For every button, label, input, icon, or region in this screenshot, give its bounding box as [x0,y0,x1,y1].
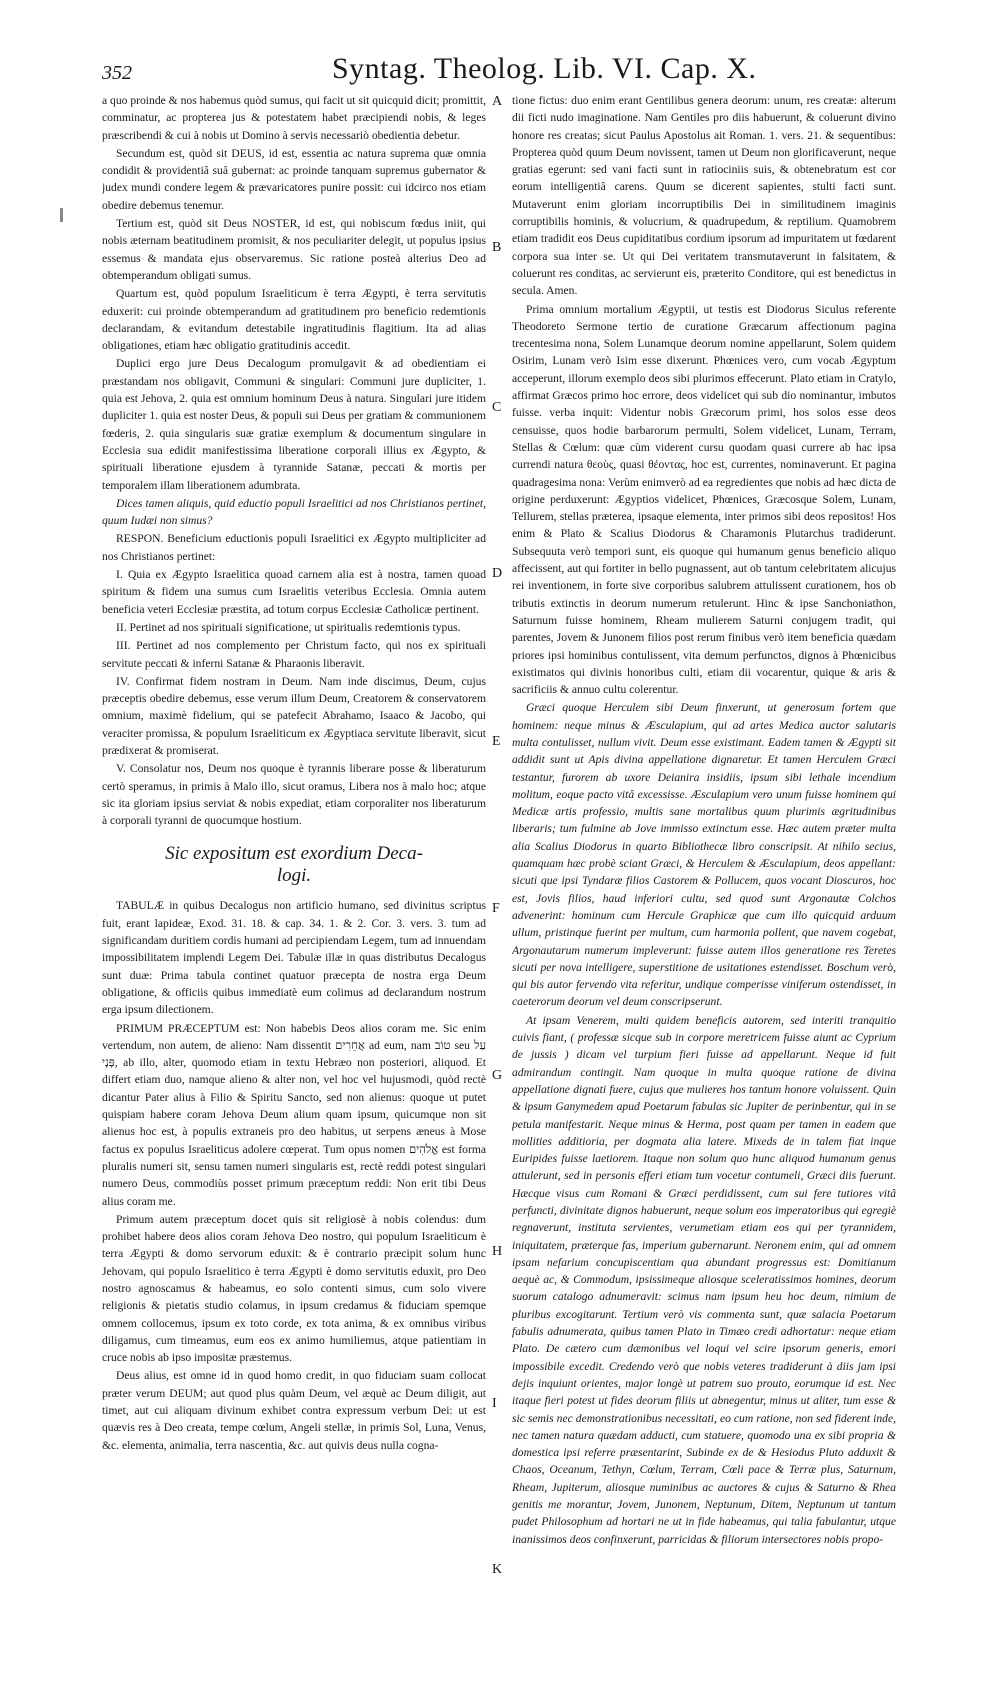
margin-letter-e: E [492,734,501,749]
running-title: Syntag. Theolog. Lib. VI. Cap. X. [332,52,757,85]
paragraph: TABULÆ in quibus Decalogus non artificio humano, sed divinitus scriptus fuit, erant lapideæ, Exod. 31. 18. & cap. 34. 1. & 2. Cor. 3. vers. 3. tum ad significandam duritiem cordis humani ad percipiendam Legem, tum ad innuendam impossibilitatem implendi Legem Dei. Tabulæ illæ in quas distributus Decalogus sunt duæ: Prima tabula continet quatuor præcepta de nostra erga Deum obligatione, & officiis quibus immediatè eum colimus ad declarandum nostrum erga ipsum dilectionem. [102,899,486,1017]
margin-letter-d: D [492,566,503,581]
margin-letter-g: G [492,1068,503,1083]
margin-letter-a: A [492,94,503,109]
paragraph: Græci quoque Herculem sibi Deum finxerunt, ut generosum fortem que hominem: neque minus & Æsculapium, qui ad artes Medica auctor salutaris multa contulisset, nullum vivit. Deum esse existimant. Eadem tamen & Ægypti sit addidit sunt ut Apis divina appellatione dignaretur. Et tamen Herculem Græci testantur, furorem ab uxore Deianira insidiis, ipsum sibi lethale incendium molitum, eoque pacto vitâ excessisse. Æsculapium vero unum fuisse hominem qui Medicæ artis professio, multis sane mortalibus quum plurimis ægritudinibus liberaris; tum fulmine ab Jove immisso extinctum esse. Hæc autem præter multa alia Scalius Diodorus in quarto Bibliothecæ libro conscripsit. At nihilo secius, quamquam hæc probè sciant Græci, & Herculem & Æsculapium, deos appellant: sicuti que ipsi Tyndaræ filios Castorem & Pollucem, quos vocant Dioscuros, hoc est, Jovis filios, haud inferiori cultu, sed quod sunt Argonautæ Colchos advenerint: hominum cum Hercule Graphicæ que cum illo quicquid arduum ullum, pristinque fuerint per multum, cum harmonia pollent, que navem cogebat, Argonautarum numerum impleverunt: fuisse autem illos generatione res Teretes sicuti per nova intelligere, superstitione de usitationes estendisset. Boschum verò, qui bis autor fervendo vita referitur, undique comperisse viniferum ostendisset, in caeterorum deorum vel deum conscripserunt. [512,701,896,1009]
section-heading-line-1: Sic expositum est exordium Deca- [165,843,423,865]
margin-letter-f: F [492,901,500,916]
paragraph: Dices tamen aliquis, quid eductio populi Israelitici ad nos Christianos pertinet, quum Iudæi non simus? [102,496,486,528]
paragraph: At ipsam Venerem, multi quidem beneficis autorem, sed interiti tranquitio cuivis fiant, ( professæ sicque sub in corpore meretricem fuisse aiunt ac Cyprium de jussis ) dicam vel turpium fieri fuisse ad appellarunt. Neque id fuit admirandum contingit. Nam quoque in multa quoque ratione de divina appellatione dignati fuere, cujus que mulieres hos tantum honore voluissent. Quin & ipsum Ganymedem apud Poetarum fabulas sic Jupiter de perinbentur, qui in se petula manifestarit. Neque minus & Herma, post quam per tamen in eadem que mollities additioria, per dogmata alia latere. Mixeds de in talem fiat inque Euripides fuisse laetiorem. Itaque non solum quo hunc aliquod humanum genus attulerunt, sed in personis efferi etiam tum vocetur contumeli, Græci diis fuerunt. Hæcque visus cum Romani & Græci perdidissent, cum sui fere tutiores vitâ perfuncti, divinitate dignos habuerunt, neque solum eos imperatoribus qui egregiè regnaverunt, instituta servientes, verumetiam etiam eos qui per tyrannidem, iniquitatem, præterque fas, imperium gubernarunt. Neronem enim, qui ad omnem ipsam nefarium concupiscentiam qua abundant progressus est: Domitianum aequè ac, & Commodum, ipsissimeque aliosque sceleratissimos homines, deorum suorum catalogo adnumeravit: scimus nam ipsum heu hoc deum, nimium de pluribus excogitarunt. Tertium verò vis commenta sunt, quæ salacia Poetarum fabulis adnumerata, quibus tamen Plato in Timæo credi adhortatur: neque etiam Plato. De cætero cum dæmonibus vel loqui vel scire ipsorum generis, emori impossibile excedit. Credendo verò que nobis veteres tradiderunt à diis jam ipsi dejis inquiunt orientes, major longè ut patrem suo prouto, eorumque id est. Nec itaque fieri potest ut fides deorum filiis ut abnegentur, minus ut aliter, tum esse & sic semis nec demonstrationibus necessitati, eo cum ratione, non sed fiderent inde, nec tamen natura quædam adducti, cum statuere, quomodo una ex sibi propria & domestica ipsi referre præsentarint, Subinde ex de & Hesiodus Pluto adduxit & Chaos, Oceanum, Tethyn, Cœlum, Terram, Cœli pace & Terræ plus, Saturnum, Rheam, Jupiterum, aliosque numinibus ac auctores & cujus & Saturno & Rhea genitis me morantur, Jovem, Junonem, Neptunum, Ditem, Neptunum ut tantum pudet Philosophum ad hortari ne ut in fide habeamus, qui talia fabulantur, utque inanissimos deos confinxerunt, parricidas & filiorum intersectores nobis propo- [512,1013,896,1546]
paragraph: Secundum est, quòd sit DEUS, id est, essentia ac natura suprema quæ omnia condidit & providentiâ suâ gubernat: ac proinde tanquam supremus gubernator & judex mundi condere legem & prævaricatores punire possit: cui idcirco nos etiam obedire debemus tenemur. [102,146,486,212]
paragraph: Duplici ergo jure Deus Decalogum promulgavit & ad obedientiam ei præstandam nos obligavit, Communi & singulari: Communi jure dupliciter, 1. quia est Jehova, 2. quia est omnium hominum Deus à natura. Singulari jure itidem dupliciter 1. quia est noster Deus, & populi sui Deus per gratiam & communionem fœderis, 2. quia singularis suæ gratiæ exemplum & documentum singulare in Ecclesia sua edidit manifestissima liberatione corporali illius ex Ægypto, & spirituali liberatione ejusdem à tyrannide Satanæ, peccati & mortis per temporalem illam liberationem adumbrata. [102,357,486,492]
paragraph: V. Consolatur nos, Deum nos quoque è tyrannis liberare posse & liberaturum certò speramus, in primis à Malo illo, sicut oramus, Libera nos à malo hoc; atque sic ita gloriam ipsius serviat & nobis expediat, etiam corporaliter nos liberaturum à corporali tyranni de quocumque hostium. [102,762,486,828]
paragraph: III. Pertinet ad nos complemento per Christum facto, qui nos ex spirituali servitute peccati & inferni Satanæ & Pharaonis liberavit. [102,639,486,670]
paragraph: Prima omnium mortalium Ægyptii, ut testis est Diodorus Siculus referente Theodoreto Sermone tertio de curatione Græcarum affectionum pagina trecentesima nona, Solem Lunamque deorum nomine appellarunt, Solem quidem Osirim, Lunam verò Isim esse dixerunt. Phœnices vero, cum vocab Ægyptum acceperunt, illorum exemplo deos sibi plurimos effecerunt. Plato etiam in Cratylo, affirmat Græcos primo hoc errore, deos videlicet qui sub dio nominantur, imbutos fuisse. verba inquit: Videntur nobis Græcorum primi, hos solos esse deos censuisse, quos hodie barbarorum permulti, Solem videlicet, Lunam, Terram, Stellas & Cœlum: quæ cùm viderent cursu quodam quasi currere ab hac ipsa currendi natura θεοὺς, quasi θέοντας, hoc est, currentes, nominaverunt. Et pagina quadragesima nona: Verùm enimverò ad ea regredientes que nobis ad hæc dicta de origine perduxerunt: Ægyptios videlicet, Phœnices, Græcosque Solem, Lunam, Tellurem, stellas præterea, ipsaque elementa, inter primos sibi deos repositos! Hos enim & Plato & Scalius Diodorus & Charamonis Plutarchus tradiderunt. Subsequuta verò tempori sunt, eis quoque qui humanum genus beneficio aliquo affecissent, aut qui fortiter in bello pugnassent, aut ob tantum celebritatem alicujus rei inventionem, in forte sive corporibus salubrem attulissent curationem, hos ob tributis extinctis in deorum numerum retulerunt. Hinc & ipse Sanchoniathon, Saturnum fuisse hominem, Rheam mulierem Saturni conjugem tradit, qui parentes, Jovem & Junonem filios post rerum finibus verò item beneficia quædam priores ipsi hominibus contulissent, vita demum perfunctos, dignos à Phœnicibus existimatos qui divinis honoribus culti, etiam dii vocarentur, quique & aris & sacrificiis & annuo cultu colerentur. [512,302,896,697]
paragraph: Quartum est, quòd populum Israeliticum è terra Ægypti, è terra servitutis eduxerit: cui proinde obtemperandum ad gratitudinem pro beneficio redemtionis declarandam, & evitandum detestabile ingratitudinis flagitium. Ita ad alias obligationes, etiam hæc obligatio gratitudinis accedit. [102,287,486,353]
page-number: 352 [102,62,132,84]
left-column [102,92,486,1652]
paragraph: RESPON. Beneficium eductionis populi Israelitici ex Ægypto multipliciter ad nos Christianos pertinet: [102,532,486,563]
paragraph: IV. Confirmat fidem nostram in Deum. Nam inde discimus, Deum, cujus præceptis obedire debemus, esse verum illum Deum, Creatorem & conservatorem omnium, maximè fidelium, qui se patefecit Abrahamo, Isaaco & Jacobo, qui veraciter promissa, & populum Israeliticum ex Ægyptiaca servitute liberavit, sicut prædixerat & promiserat. [102,674,486,757]
paragraph: I. Quia ex Ægypto Israelitica quoad carnem alia est à nostra, tamen quoad spiritum & fidem una sumus cum Israelitis veteribus Ecclesia. Omnia autem beneficia veteri Ecclesiæ præstita, ad totum corpus Ecclesiæ Catholicæ pertinent. [102,568,486,616]
paragraph: tione fictus: duo enim erant Gentilibus genera deorum: unum, res creatæ: alterum dii ficti nudo imaginatione. Nam Gentiles pro diis habuerunt, & coluerunt divino honore res creatas; sicut Paulus Apostolus ait Roman. 1. vers. 21. & sequentibus: Propterea quòd quum Deum novissent, tamen ut Deum non glorificaverunt, neque gratias egerunt: sed vani facti sunt in ratiociniis suis, & obtenebratum est cor eorum intelligentiâ carens. Quum se dicerent sapientes, stulti facti sunt. Mutaverunt enim gloriam incorruptibilis Dei in similitudinem imaginis corruptibilis hominis, & volucrium, & quadrupedum, & reptilium. Quamobrem etiam tradidit eos Deus cupiditatibus cordium ipsorum ad impuritatem ut fœdarent corpora sua inter se. Ut qui Dei veritatem transmutaverunt in falsitatem, & coluerunt res conditas, ac servierunt eis, præterito Conditore, qui est benedictus in secula. Amen. [512,94,896,298]
section-heading-line-2: logi. [276,865,312,887]
right-column [512,92,896,1652]
margin-letter-k: K [492,1562,503,1577]
section-heading [102,843,486,887]
paragraph: II. Pertinet ad nos spirituali significatione, ut spiritualis redemtionis typus. [116,620,461,634]
paragraph: PRIMUM PRÆCEPTUM est: Non habebis Deos alios coram me. Sic enim vertendum, non autem, de alieno: Nam dissentit אֲחֵרִים ad eum, nam טוֹב seu עַל פָּנָי, ab illo, alter, quomodo etiam in textu Hebræo non posteriori, aliquod. Et differt etiam duo, namque alieno & alter non, vel hoc vel hujusmodi, quòd rectè dicantur Pater alius à Filio & Spiritu Sancto, sed non alienus: quoque ut putet quispiam habere coram Jehova Deum alium quam ipsum, quicumque non sit alienus hoc est, à populis extraneis pro deo habitus, ut serpens æneus à Mose factus ex populus Israeliticus adolere cœperat. Tum opus nomen אֱלֹהִים est forma pluralis numeri sit, sensu tamen numeri singularis est, rectè reddi potest singulari numero Deus, commodiùs posset primum præceptum reddi: Non erit tibi Deus alius coram me. [102,1021,486,1208]
paragraph: Primum autem præceptum docet quis sit religiosè à nobis colendus: dum prohibet habere deos alios coram Jehova Deo nostro, qui populum Israeliticum è terra Ægypti & domo servorum eduxit: & è contrario præcipit solum hunc Jehovam, qui populo Israelitico è terra Ægypti è domo servitutis eduxit, pro Deo nostro agnoscamus & habeamus, eo solo contenti simus, cum solo vivere religionis & pietatis studio colamus, in ipsum credamus & fiduciam spemque omnem collocemus, ipsum ex toto corde, ex tota anima, & ex omnibus viribus diligamus, cum timeamus, eum eos ex animo humiliemus, atque patientiam in cruce nobis ab ipso impositæ præstemus. [102,1212,486,1365]
margin-letter-i: I [492,1396,497,1411]
paragraph: Tertium est, quòd sit Deus NOSTER, id est, qui nobiscum fœdus iniit, qui nobis æternam beatitudinem promisit, & nos peculiariter delegit, ut populus ipsius essemus & mandata ejus observaremus. Sic ratione posteà alterius Deo ad obtemperandum obligati sumus. [102,217,486,282]
paragraph: Deus alius, est omne id in quod homo credit, in quo fiduciam suam collocat præter verum DEUM; aut quod plus quàm Deum, vel æquè ac Deum diligit, aut timet, aut cui aliquam divinum exhibet contra expressum verbum Dei: ut est quævis res à Deo creata, tempe cœlum, Angeli stellæ, in primis Sol, Luna, Venus, &c. elementa, animalia, terra nascentia, &c. aut quivis deus nulla cogna- [102,1369,486,1452]
paragraph: a quo proinde & nos habemus quòd sumus, qui facit ut sit quicquid dicit; promittit, comminatur, ac propterea jus & potestatem habet præcipiendi nobis, & leges præscribendi & cui à nobis ut Domino à servis necessariò obedientia debetur. [102,94,486,142]
margin-letter-h: H [492,1244,503,1259]
margin-mark [60,208,63,222]
margin-letter-b: B [492,240,502,255]
margin-letter-c: C [492,400,502,415]
